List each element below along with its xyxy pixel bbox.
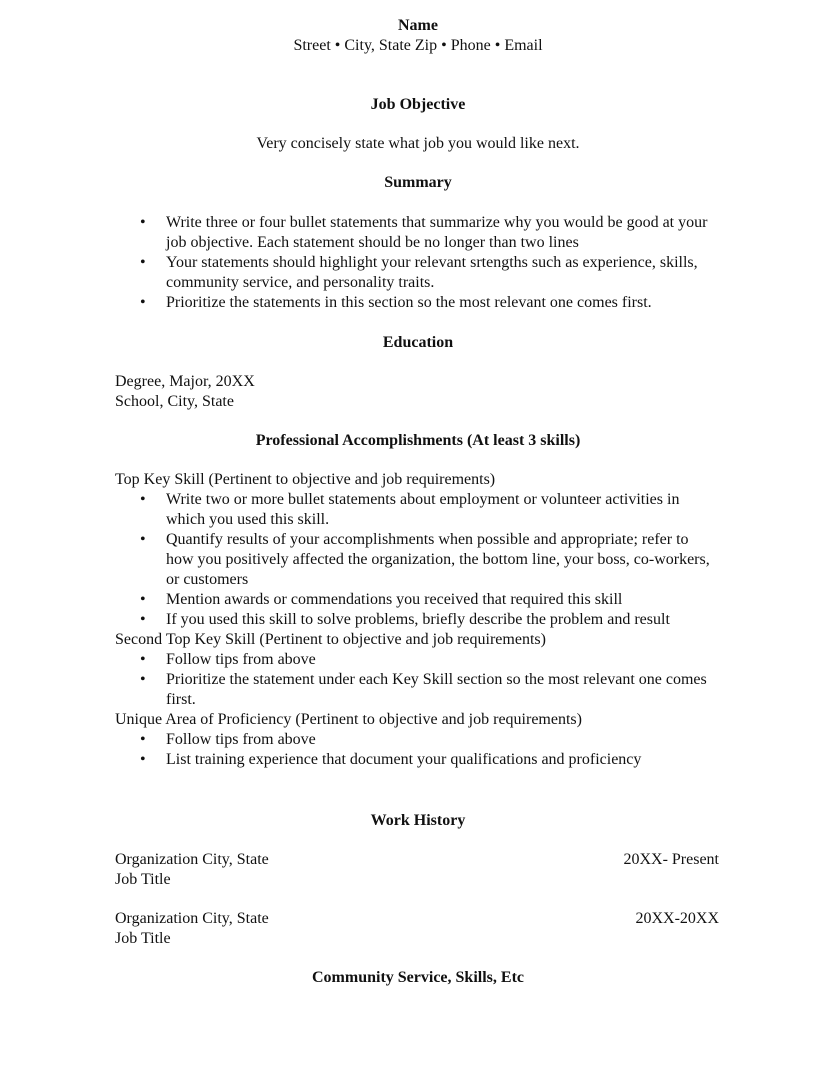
- job-organization: Organization City, State: [115, 910, 269, 927]
- education-degree: Degree, Major, 20XX: [115, 373, 255, 390]
- summary-list: [115, 213, 719, 313]
- community-heading: Community Service, Skills, Etc: [312, 969, 524, 986]
- education-heading: Education: [382, 334, 454, 351]
- skill-title: Unique Area of Proficiency (Pertinent to objective and job requirements): [115, 711, 582, 728]
- skill-item: • Mention awards or commendations you received that required this skill: [115, 590, 719, 610]
- education-school: School, City, State: [115, 393, 234, 410]
- skill-item: • If you used this skill to solve problems, briefly describe the problem and result: [115, 610, 719, 630]
- objective-heading: Job Objective: [370, 96, 466, 113]
- summary-heading: Summary: [384, 174, 452, 191]
- skill-item: • Follow tips from above: [115, 730, 719, 750]
- job-organization: Organization City, State: [115, 851, 269, 868]
- summary-item: • Your statements should highlight your relevant srtengths such as experience, skills, community service, and personality traits.: [115, 253, 719, 293]
- objective-text: Very concisely state what job you would like next.: [256, 135, 580, 152]
- summary-item: • Write three or four bullet statements that summarize why you would be good at your job objective. Each statement should be no longer than two lines: [115, 213, 719, 253]
- job-entry: [115, 909, 719, 949]
- job-dates: 20XX- Present: [623, 851, 719, 868]
- job-entry: [115, 850, 719, 890]
- accomplishments-section: [115, 470, 719, 770]
- skill-item: • List training experience that document your qualifications and proficiency: [115, 750, 719, 770]
- skill-title: Second Top Key Skill (Pertinent to objective and job requirements): [115, 631, 546, 648]
- skill-list: [115, 650, 719, 710]
- skill-item: • Quantify results of your accomplishments when possible and appropriate; refer to how you positively affected the organization, the bottom line, your boss, co-workers, or customers: [115, 530, 719, 590]
- work-history-heading: Work History: [370, 812, 466, 829]
- skill-item: • Write two or more bullet statements about employment or volunteer activities in which you used this skill.: [115, 490, 719, 530]
- resume-name: Name: [398, 17, 438, 34]
- skill-item: • Follow tips from above: [115, 650, 719, 670]
- skill-title: Top Key Skill (Pertinent to objective and job requirements): [115, 471, 496, 488]
- skill-list: [115, 490, 719, 630]
- contact-line: Street • City, State Zip • Phone • Email: [293, 37, 543, 54]
- job-title: Job Title: [115, 930, 171, 947]
- skill-list: [115, 730, 719, 770]
- skill-item: • Prioritize the statement under each Key Skill section so the most relevant one comes first.: [115, 670, 719, 710]
- job-dates: 20XX-20XX: [635, 910, 719, 927]
- summary-item: • Prioritize the statements in this section so the most relevant one comes first.: [115, 293, 719, 313]
- job-title: Job Title: [115, 871, 171, 888]
- accomplishments-heading: Professional Accomplishments (At least 3 skills): [255, 432, 581, 449]
